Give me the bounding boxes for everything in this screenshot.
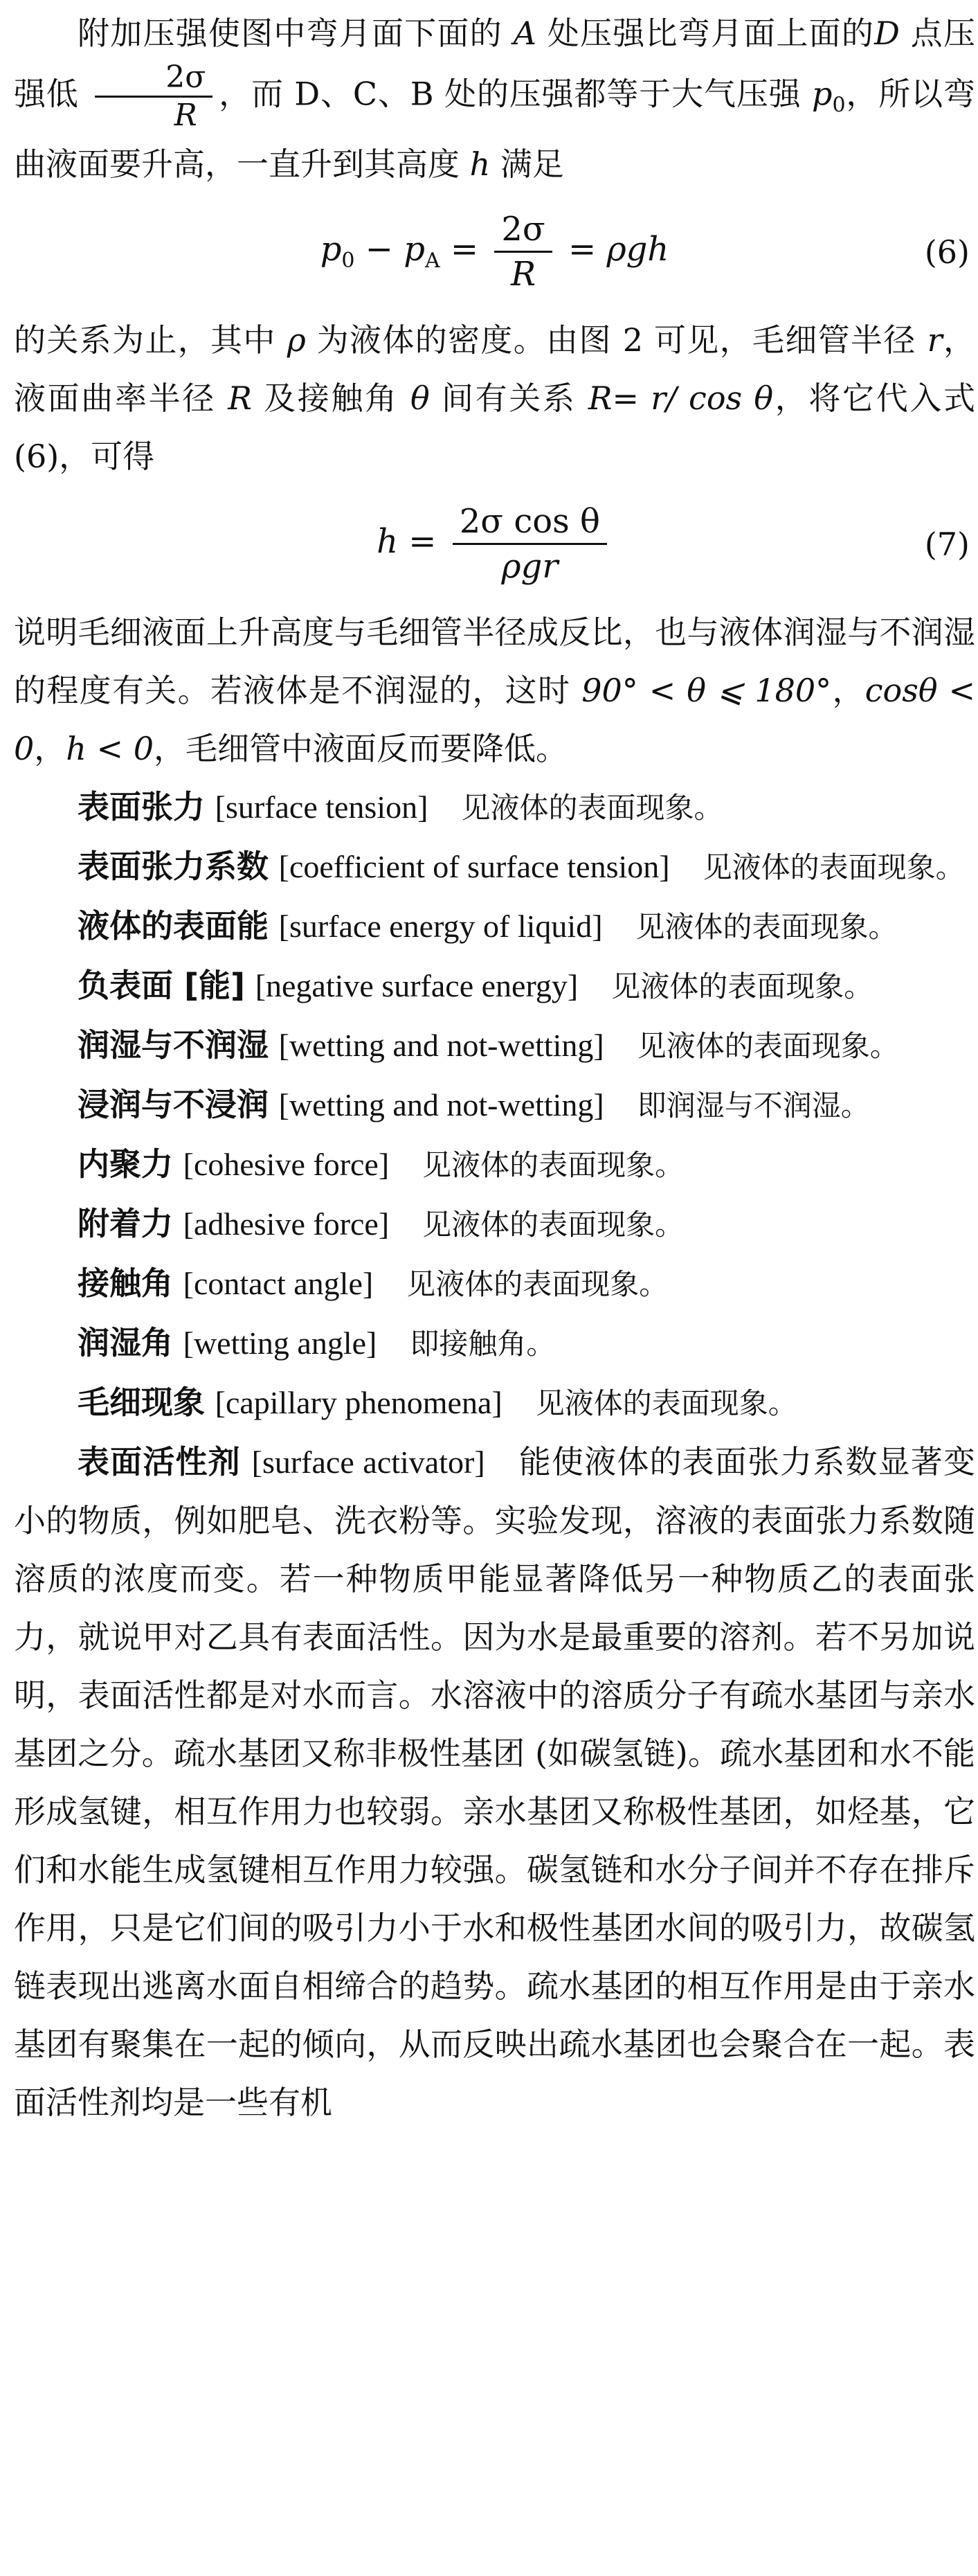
entry-term: 浸润与不浸润 [78, 1085, 269, 1123]
entry-definition: 见液体的表面现象。 [422, 1147, 685, 1182]
entry-term: 表面张力系数 [78, 847, 269, 885]
text: ，所以弯曲液面要升高，一直升到其高度 [14, 75, 976, 183]
entry-definition: 见液体的表面现象。 [703, 850, 965, 884]
eq-rhs: ρgh [606, 230, 669, 269]
fraction-denominator [111, 98, 197, 131]
equation-number: (6) [924, 233, 970, 271]
entry-english: [negative surface energy] [255, 967, 579, 1003]
text: 点压强低 [14, 15, 976, 113]
glossary-entry [14, 1195, 975, 1254]
text: ，液面曲率半径 [14, 321, 976, 417]
symbol-R: R [510, 255, 536, 294]
text: 的关系为止，其中 [14, 321, 287, 359]
entry-english: [cohesive force] [183, 1146, 390, 1182]
entry-english: [capillary phenomena] [215, 1384, 502, 1420]
entry-definition: 见液体的表面现象。 [635, 909, 898, 944]
glossary-entry [14, 1135, 975, 1195]
entry-english: [adhesive force] [183, 1206, 390, 1242]
text: 满足 [490, 145, 564, 183]
inline-math: cosθ < 0 [14, 671, 976, 767]
inline-math: 90° < θ ⩽ 180° [581, 671, 832, 709]
entry-english: [contact angle] [183, 1265, 374, 1301]
entry-term: 润湿角 [78, 1323, 173, 1361]
entry-definition: 见液体的表面现象。 [637, 1028, 899, 1063]
entry-term: 表面张力 [78, 787, 205, 825]
symbol-theta: θ [410, 379, 430, 417]
equation-6 [14, 193, 975, 311]
text: ，将它代入式 (6)，可得 [14, 379, 976, 475]
entry-english: [surface activator] [251, 1444, 485, 1480]
eq-lhs: h [377, 522, 399, 561]
eq-lhs: p [320, 230, 342, 269]
symbol-p: p [812, 75, 833, 113]
relation-formula: R= r/ cos θ [588, 379, 774, 417]
text: 附加压强使图中弯月面下面的 [78, 15, 514, 52]
text: 为液体的密度。由图 2 可见，毛细管半径 [305, 321, 927, 359]
entry-definition: 见液体的表面现象。 [461, 790, 723, 825]
symbol-r: r [927, 321, 943, 359]
fraction-numerator: 2σ [95, 62, 212, 98]
entry-english: [coefficient of surface tension] [278, 848, 670, 884]
eq-minus-term: − p [354, 230, 425, 269]
glossary-entry [14, 778, 975, 837]
entry-term: 毛细现象 [78, 1383, 205, 1421]
text: ，毛细管中液面反而要降低。 [153, 729, 568, 767]
symbol-rho: ρ [287, 321, 306, 359]
text: 间有关系 [429, 379, 588, 417]
eq-lhs-sub: 0 [341, 249, 355, 273]
eq-denominator-text: ρgr [501, 547, 559, 586]
symbol-A: A [513, 15, 536, 52]
entry-definition: 见液体的表面现象。 [611, 969, 873, 1003]
text: 处压强比弯月面上面的 [536, 15, 875, 52]
glossary-entry [14, 1373, 975, 1433]
glossary-entry [14, 1314, 975, 1373]
text: ， [34, 729, 66, 767]
text: 说明毛细液面上升高度与毛细管半径成反比，也与液体润湿与不润湿的程度有关。若液体是不润湿的，这时 [14, 613, 975, 709]
entry-definition: 见液体的表面现象。 [406, 1267, 669, 1301]
text: ， [831, 671, 865, 709]
entry-term: 负表面 [能] [78, 966, 246, 1004]
eq-denominator [511, 253, 536, 293]
eq-fraction [494, 211, 552, 293]
eq-denominator [501, 545, 558, 585]
eq-numerator: 2σ cos θ [453, 503, 607, 545]
glossary-entries [14, 778, 975, 1433]
glossary-entry [14, 956, 975, 1016]
equation-body [377, 503, 613, 585]
entry-english: [surface tension] [215, 789, 428, 825]
text: 及接触角 [251, 379, 410, 417]
entry-definition: 见液体的表面现象。 [535, 1386, 797, 1420]
equals-sign: = [440, 230, 489, 269]
symbol-h: h [469, 145, 491, 183]
equation-number: (7) [924, 525, 970, 563]
entry-english: [wetting and not-wetting] [278, 1027, 604, 1063]
entry-term: 液体的表面能 [78, 906, 269, 945]
symbol-D: D [874, 15, 900, 52]
eq-fraction [453, 503, 607, 585]
entry-definition: 见液体的表面现象。 [422, 1207, 685, 1242]
entry-term: 接触角 [78, 1264, 173, 1302]
entry-term: 内聚力 [78, 1145, 173, 1183]
text: ，而 D、C、B 处的压强都等于大气压强 [218, 75, 813, 113]
equals-sign: = [557, 230, 607, 269]
entry-term: 表面活性剂 [78, 1442, 241, 1481]
glossary-entry-surfactant [14, 1433, 975, 2131]
symbol-R: R [174, 98, 197, 133]
eq-minus-sub: A [424, 249, 440, 273]
glossary-entry [14, 897, 975, 956]
subscript: 0 [832, 93, 846, 118]
glossary-entry [14, 1254, 975, 1314]
equation-7 [14, 485, 975, 603]
entry-definition: 即润湿与不润湿。 [637, 1088, 870, 1122]
paragraph-relation [14, 311, 975, 485]
entry-english: [wetting angle] [183, 1325, 377, 1361]
fraction-2sigma-over-R [95, 62, 212, 131]
glossary-entry [14, 837, 975, 897]
eq-numerator: 2σ [494, 211, 552, 253]
entry-term: 附着力 [78, 1204, 173, 1242]
inline-math: h < 0 [66, 729, 154, 767]
paragraph-conclusion [14, 603, 975, 778]
entry-definition: 即接触角。 [410, 1326, 556, 1361]
entry-english: [surface energy of liquid] [278, 908, 603, 944]
paragraph-pressure [14, 4, 975, 193]
glossary-entry [14, 1016, 975, 1075]
entry-body: 能使液体的表面张力系数显著变小的物质，例如肥皂、洗衣粉等。实验发现，溶液的表面张力系数随溶质的浓度而变。若一种物质甲能显著降低另一种物质乙的表面张力，就说甲对乙具有表面活性。因为水是最重要的溶剂。若不另加说明，表面活性都是对水而言。水溶液中的溶质分子有疏水基团与亲水基团之分。疏水基团又称非极性基团 (如碳氢链)。疏水基团和水不能形成氢键，相互作用力也较弱。亲水基团又称极性基团，如烃基，它们和水能生成氢键相互作用力较强。碳氢链和水分子间并不存在排斥作用，只是它们间的吸引力小于水和极性基团水间的吸引力，故碳氢链表现出逃离水面自相缔合的趋势。疏水基团的相互作用是由于亲水基团有聚集在一起的倾向，从而反映出疏水基团也会聚合在一起。表面活性剂均是一些有机 [14, 1442, 976, 2121]
equals-sign: = [398, 522, 447, 561]
equation-body [320, 211, 669, 293]
symbol-R: R [228, 379, 252, 417]
entry-term: 润湿与不润湿 [78, 1026, 269, 1064]
glossary-entry [14, 1075, 975, 1135]
entry-english: [wetting and not-wetting] [278, 1086, 604, 1122]
